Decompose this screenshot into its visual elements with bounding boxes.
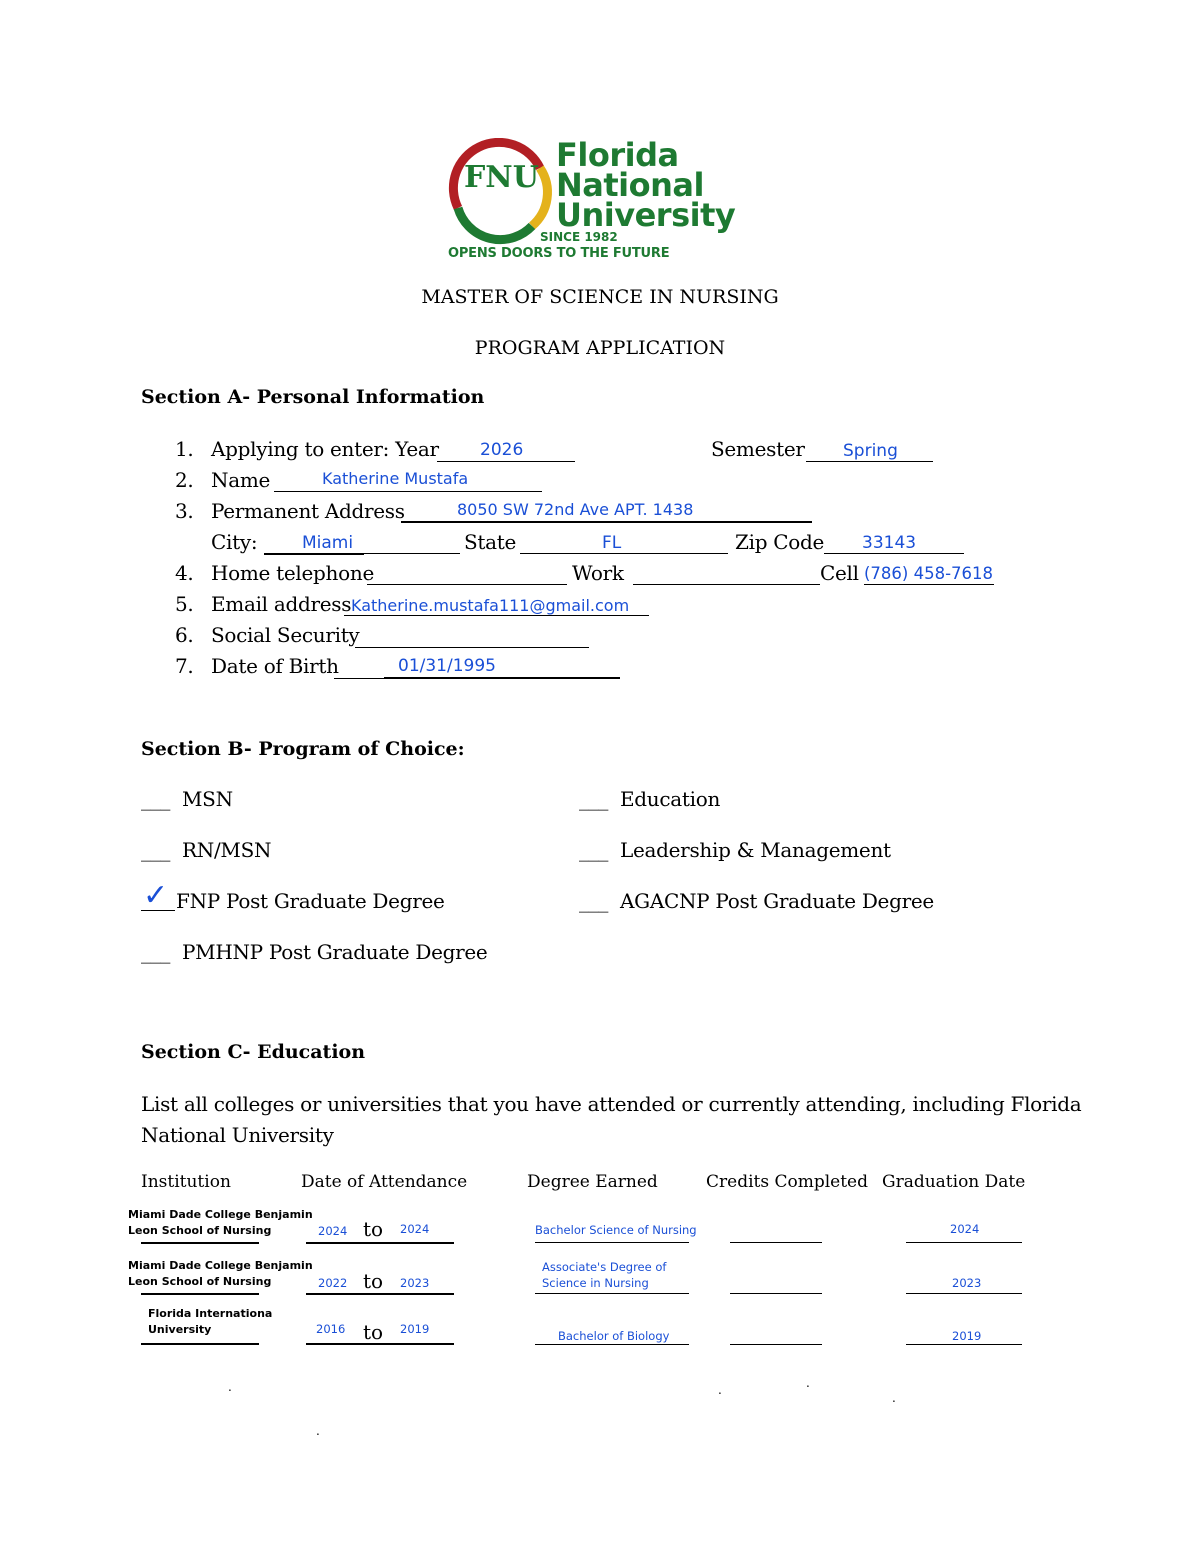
- item-number-6: 6.: [175, 623, 194, 647]
- to-word: to: [363, 1269, 384, 1293]
- logo-name-line1: Florida: [556, 136, 679, 174]
- home-phone-label: Home telephone: [211, 561, 374, 585]
- institution-name: Florida Internationa: [148, 1307, 273, 1320]
- email-field[interactable]: Katherine.mustafa111@gmail.com: [351, 596, 630, 615]
- degree-earned-line1: Associate's Degree of: [542, 1260, 667, 1274]
- attend-from[interactable]: 2024: [318, 1224, 348, 1238]
- item-number-3: 3.: [175, 499, 194, 523]
- institution-name-line2: University: [148, 1323, 212, 1336]
- page-title: MASTER OF SCIENCE IN NURSING: [421, 286, 779, 308]
- stray-dot: .: [892, 1391, 896, 1405]
- logo-tagline: OPENS DOORS TO THE FUTURE: [448, 246, 670, 261]
- address-label: Permanent Address: [211, 499, 405, 523]
- credits-field[interactable]: [730, 1242, 822, 1243]
- option-rnmsn-label: RN/MSN: [182, 838, 272, 862]
- city-label: City:: [211, 530, 258, 554]
- section-c-heading: Section C- Education: [141, 1041, 366, 1063]
- table-row: [128, 1207, 313, 1239]
- item-number-4: 4.: [175, 561, 194, 585]
- attend-from[interactable]: 2016: [316, 1322, 346, 1336]
- education-checkbox[interactable]: ___: [579, 787, 609, 811]
- work-phone-label: Work: [572, 561, 624, 585]
- institution-name-line2: Leon School of Nursing: [128, 1224, 272, 1237]
- cell-field[interactable]: (786) 458-7618: [864, 564, 994, 583]
- dob-field[interactable]: 01/31/1995: [398, 656, 496, 676]
- option-agacnp-label: AGACNP Post Graduate Degree: [620, 889, 934, 913]
- col-date-attendance: Date of Attendance: [301, 1172, 468, 1192]
- dob-label: Date of Birth: [211, 654, 339, 678]
- ssn-field[interactable]: [355, 647, 589, 648]
- credits-field[interactable]: [730, 1293, 822, 1294]
- university-logo: [440, 138, 770, 268]
- semester-label: Semester: [711, 437, 805, 461]
- logo-name-line3: University: [556, 196, 736, 234]
- stray-dot: .: [228, 1380, 232, 1394]
- institution-name: Miami Dade College Benjamin: [128, 1208, 313, 1221]
- address-field[interactable]: 8050 SW 72nd Ave APT. 1438: [457, 500, 694, 519]
- semester-field[interactable]: Spring: [843, 441, 898, 461]
- col-institution: Institution: [141, 1172, 231, 1192]
- to-word: to: [363, 1320, 384, 1344]
- graduation-date[interactable]: 2023: [952, 1276, 982, 1290]
- option-pmhnp-label: PMHNP Post Graduate Degree: [182, 940, 488, 964]
- item-number-2: 2.: [175, 468, 194, 492]
- attend-to[interactable]: 2019: [400, 1322, 430, 1336]
- table-row: [128, 1258, 313, 1290]
- col-credits-completed: Credits Completed: [706, 1172, 868, 1192]
- degree-earned[interactable]: Bachelor Science of Nursing: [535, 1223, 697, 1237]
- logo-name-line2: National: [556, 166, 704, 204]
- item-number-1: 1.: [175, 437, 194, 461]
- stray-dot: .: [806, 1376, 810, 1390]
- degree-earned[interactable]: Bachelor of Biology: [558, 1329, 670, 1343]
- logo-monogram: FNU: [464, 160, 539, 195]
- attend-to[interactable]: 2023: [400, 1276, 430, 1290]
- stray-dot: .: [316, 1424, 320, 1438]
- section-c-intro-line1: List all colleges or universities that you have attended or currently attending, including Florida: [141, 1092, 1082, 1116]
- option-msn-label: MSN: [182, 787, 233, 811]
- state-field[interactable]: FL: [602, 533, 622, 553]
- institution-name-line2: Leon School of Nursing: [128, 1275, 272, 1288]
- agacnp-checkbox[interactable]: ___: [579, 889, 609, 913]
- state-label: State: [464, 530, 517, 554]
- name-label: Name: [211, 468, 271, 492]
- work-phone-field[interactable]: [633, 584, 820, 585]
- degree-earned-line2: Science in Nursing: [542, 1276, 649, 1290]
- year-label: Applying to enter: Year: [211, 437, 439, 461]
- pmhnp-checkbox[interactable]: ___: [141, 940, 171, 964]
- name-field[interactable]: Katherine Mustafa: [322, 469, 469, 488]
- year-field[interactable]: 2026: [480, 440, 524, 460]
- zip-label: Zip Code: [735, 530, 825, 554]
- section-a-heading: Section A- Personal Information: [141, 386, 485, 408]
- zip-field[interactable]: 33143: [862, 533, 917, 553]
- ssn-label: Social Security: [211, 623, 360, 647]
- attend-to[interactable]: 2024: [400, 1222, 430, 1236]
- cell-label: Cell: [820, 561, 859, 585]
- attend-from[interactable]: 2022: [318, 1276, 348, 1290]
- item-number-5: 5.: [175, 592, 194, 616]
- item-number-7: 7.: [175, 654, 194, 678]
- city-field[interactable]: Miami: [302, 533, 354, 553]
- rnmsn-checkbox[interactable]: ___: [141, 838, 171, 862]
- institution-name: Miami Dade College Benjamin: [128, 1259, 313, 1272]
- option-education-label: Education: [620, 787, 721, 811]
- section-b-heading: Section B- Program of Choice:: [141, 738, 465, 760]
- option-leadership-label: Leadership & Management: [620, 838, 891, 862]
- to-word: to: [363, 1217, 384, 1241]
- section-c-intro-line2: National University: [141, 1123, 334, 1147]
- email-label: Email address: [211, 592, 352, 616]
- col-degree-earned: Degree Earned: [527, 1172, 658, 1192]
- degree-earned[interactable]: [542, 1259, 666, 1291]
- logo-since: SINCE 1982: [540, 230, 618, 244]
- home-phone-field[interactable]: [367, 584, 567, 585]
- col-graduation-date: Graduation Date: [882, 1172, 1026, 1192]
- option-fnp-label: FNP Post Graduate Degree: [176, 889, 445, 913]
- page-subtitle: PROGRAM APPLICATION: [474, 337, 726, 359]
- stray-dot: .: [718, 1383, 722, 1397]
- graduation-date[interactable]: 2024: [950, 1222, 980, 1236]
- graduation-date[interactable]: 2019: [952, 1329, 982, 1343]
- credits-field[interactable]: [730, 1344, 822, 1345]
- leadership-checkbox[interactable]: ___: [579, 838, 609, 862]
- table-row: [148, 1306, 272, 1338]
- msn-checkbox[interactable]: ___: [141, 787, 171, 811]
- fnp-checkmark-icon[interactable]: ✓: [143, 878, 169, 913]
